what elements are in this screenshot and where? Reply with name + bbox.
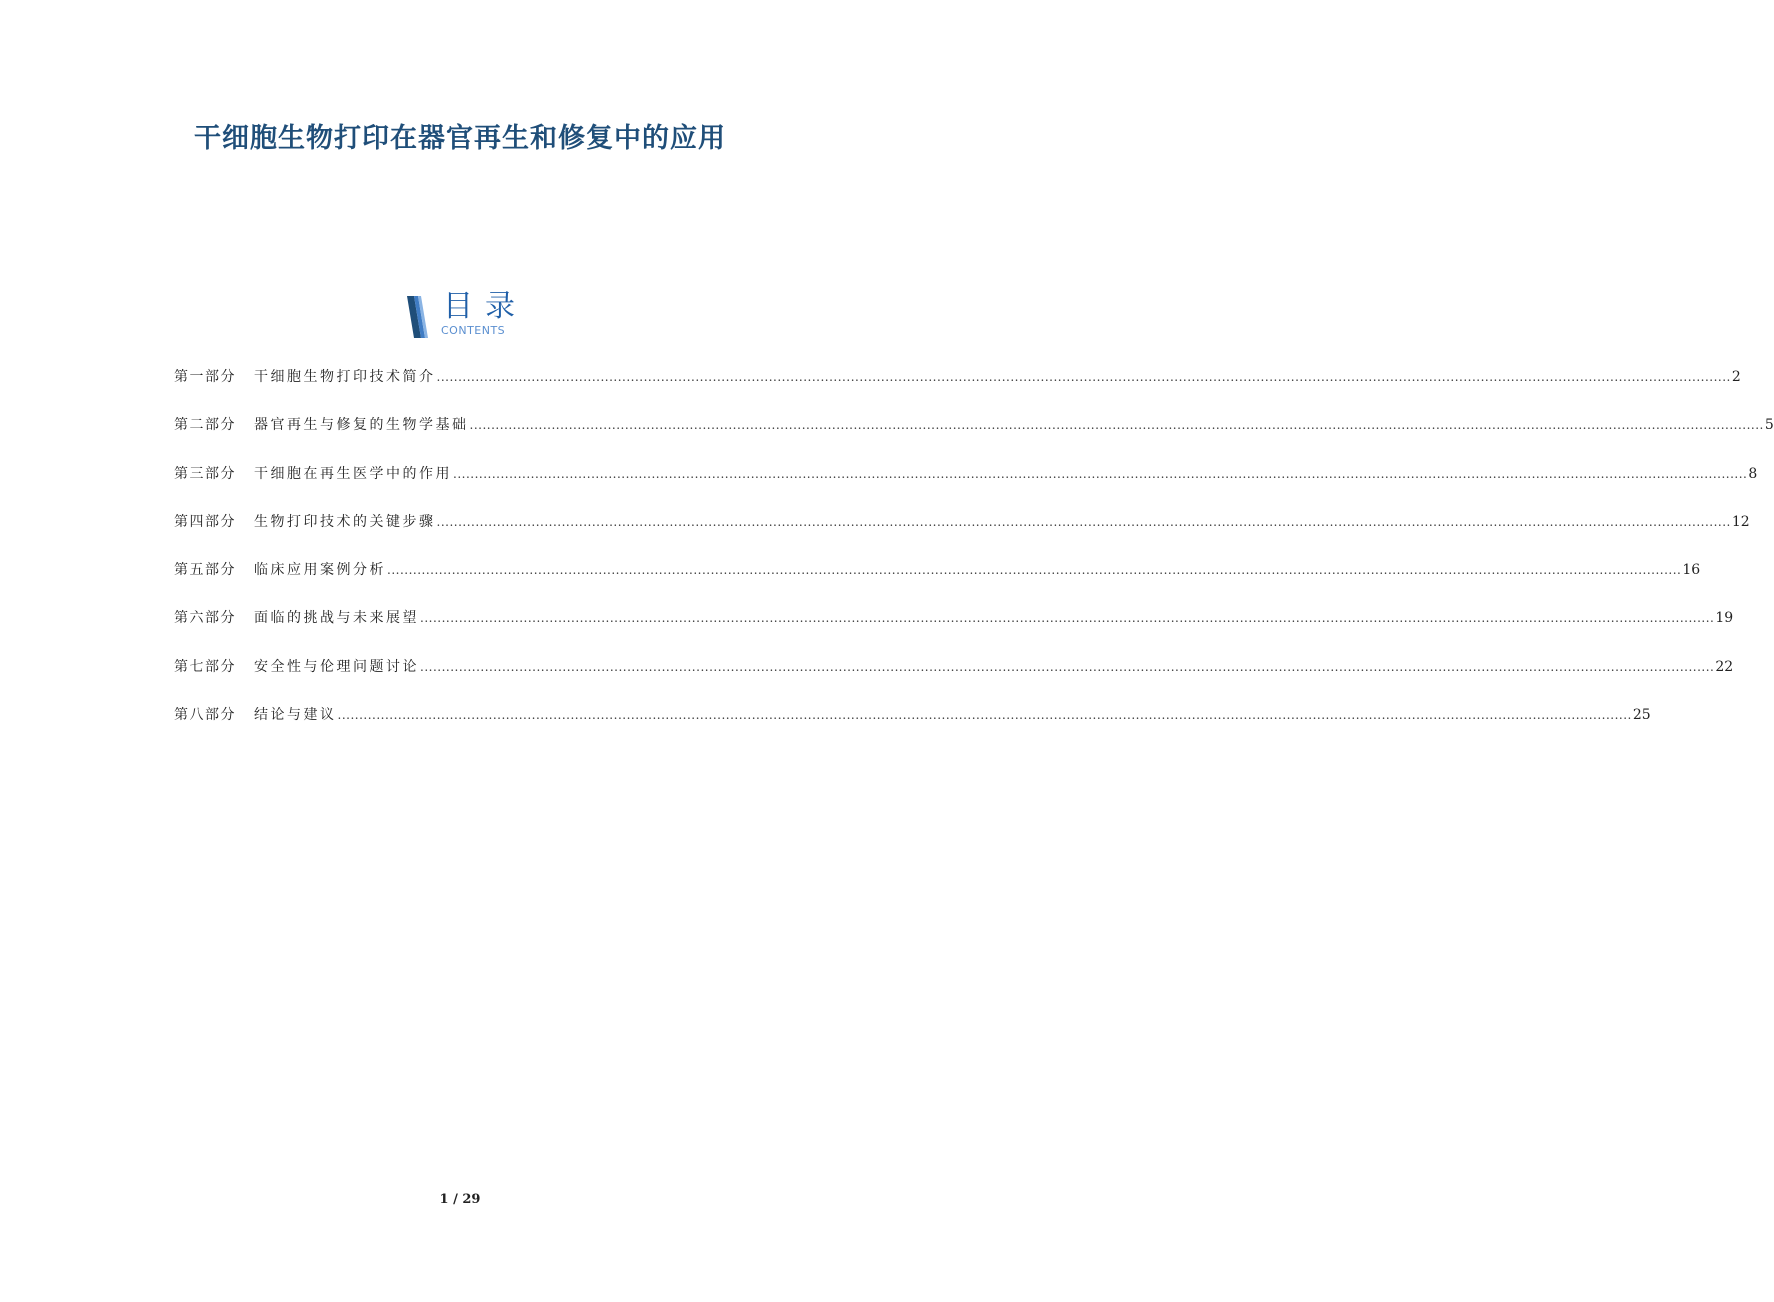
toc-entry[interactable] <box>174 607 1734 655</box>
toc-leader-dots: ............................................................................................................................................................................................................................................................................................................ <box>337 708 1632 723</box>
toc-heading: 目录 <box>443 289 527 324</box>
toc-entry-title: 干细胞生物打印技术简介 <box>254 369 436 385</box>
toc-subheading: CONTENTS <box>441 324 506 337</box>
toc-entry-page: 22 <box>1715 658 1734 675</box>
toc-entry-title: 临床应用案例分析 <box>254 562 386 579</box>
toc-entry-page: 5 <box>1764 417 1774 434</box>
toc-entry-part: 第三部分 <box>174 465 236 482</box>
toc-header <box>405 289 535 338</box>
toc-leader-dots: ............................................................................................................................................................................................................................................................................................................ <box>453 466 1748 481</box>
toc-entry-part: 第六部分 <box>174 610 236 627</box>
toc-entry[interactable] <box>174 704 1651 752</box>
toc-entry-title: 面临的挑战与未来展望 <box>254 610 419 627</box>
toc-entry-title: 结论与建议 <box>254 707 337 724</box>
toc-entry-part: 第一部分 <box>174 369 236 385</box>
toc-entry-title: 安全性与伦理问题讨论 <box>254 658 419 675</box>
toc-entry-part: 第五部分 <box>174 562 236 579</box>
toc-entry-part: 第二部分 <box>174 417 236 434</box>
toc-entry[interactable] <box>174 511 1750 559</box>
toc-entry-title: 干细胞在再生医学中的作用 <box>254 465 452 482</box>
toc-leader-dots: ............................................................................................................................................................................................................................................................................................................ <box>436 514 1731 529</box>
toc-leader-dots: ............................................................................................................................................................................................................................................................................................................ <box>387 563 1682 578</box>
toc-entry-page: 12 <box>1731 513 1750 530</box>
toc-entry[interactable] <box>174 414 1774 462</box>
toc-list <box>174 366 1774 752</box>
toc-leader-dots: ............................................................................................................................................................................................................................................................................................................ <box>420 659 1715 674</box>
page-number: 1 / 29 <box>439 1192 481 1207</box>
toc-entry[interactable] <box>174 463 1758 511</box>
toc-entry-page: 25 <box>1632 707 1651 724</box>
toc-entry-page: 8 <box>1748 465 1758 482</box>
toc-entry-page: 19 <box>1715 610 1734 627</box>
toc-entry-part: 第四部分 <box>174 513 236 530</box>
toc-entry[interactable] <box>174 656 1734 704</box>
toc-entry[interactable] <box>174 559 1701 607</box>
toc-entry[interactable] <box>174 366 1741 414</box>
book-stripes-icon <box>405 296 433 338</box>
toc-entry-part: 第七部分 <box>174 658 236 675</box>
document-title: 干细胞生物打印在器官再生和修复中的应用 <box>194 123 726 154</box>
toc-leader-dots: ............................................................................................................................................................................................................................................................................................................ <box>469 418 1764 433</box>
toc-leader-dots: ............................................................................................................................................................................................................................................................................................................ <box>436 370 1731 384</box>
toc-entry-page: 2 <box>1731 369 1741 385</box>
toc-entry-part: 第八部分 <box>174 707 236 724</box>
toc-leader-dots: ............................................................................................................................................................................................................................................................................................................ <box>420 611 1715 626</box>
toc-entry-title: 器官再生与修复的生物学基础 <box>254 417 469 434</box>
toc-entry-page: 16 <box>1682 562 1701 579</box>
toc-entry-title: 生物打印技术的关键步骤 <box>254 513 436 530</box>
